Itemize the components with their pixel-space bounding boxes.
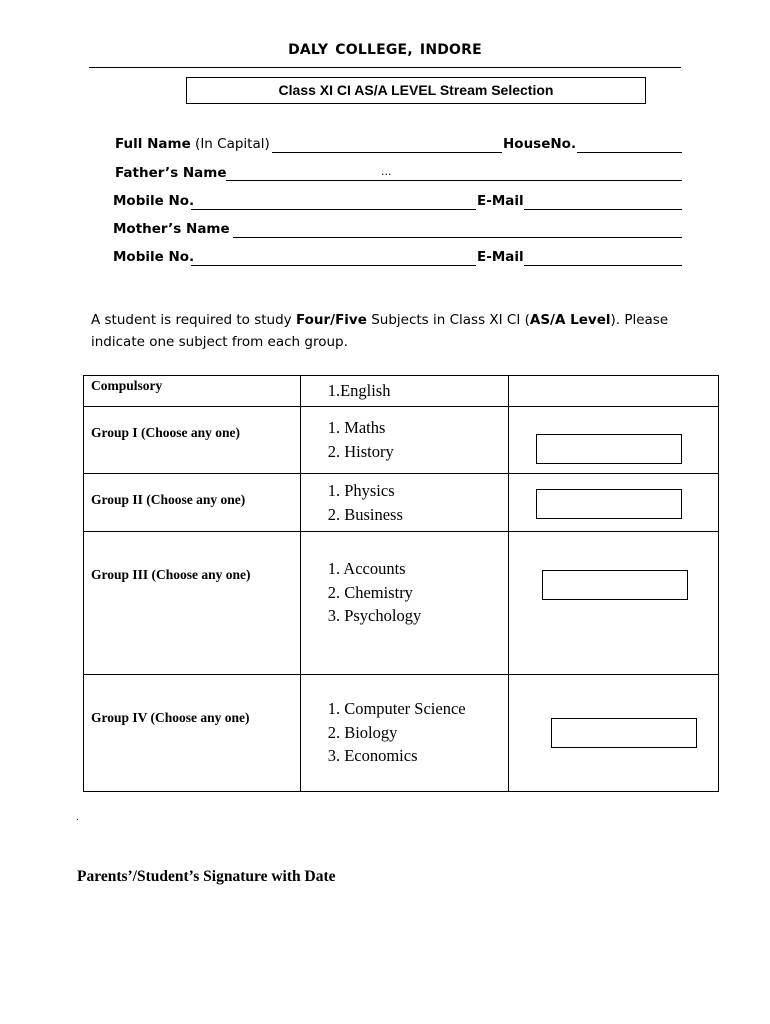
subject-list-group-iv <box>300 675 509 792</box>
fathers-name-line[interactable] <box>226 180 682 181</box>
group-iv-choice-box[interactable] <box>551 718 697 748</box>
subject-item: 1.English <box>327 381 391 400</box>
stray-dot: . <box>76 812 79 823</box>
group-iii-choice-box[interactable] <box>542 570 688 600</box>
house-no-label: HouseNo. <box>503 136 577 152</box>
email-label-2-wrap <box>477 249 524 265</box>
email-line-2[interactable] <box>524 265 682 266</box>
fathers-name-label-wrap <box>115 165 226 181</box>
intro-bold-count: Four/Five <box>295 312 367 328</box>
intro-text-3: ). Please indicate one subject from each group. <box>91 312 669 350</box>
group-name-group-iv: Group IV (Choose any one) <box>84 675 301 792</box>
mobile-label-2: Mobile No. <box>113 249 195 265</box>
form-title: Class XI CI AS/A LEVEL Stream Selection <box>186 77 646 104</box>
college-name: DALY COLLEGE, INDORE <box>288 42 482 58</box>
subject-item: 2. Chemistry <box>327 582 413 602</box>
email-label-1-wrap <box>477 193 524 209</box>
subject-list-group-ii <box>300 474 509 532</box>
house-no-line[interactable] <box>577 152 682 153</box>
subject-item: 1. Computer Science <box>327 699 466 718</box>
email-label-1: E-Mail <box>477 193 524 209</box>
subject-item: 1. Maths <box>327 418 386 437</box>
table-row <box>84 376 719 407</box>
group-name-group-ii: Group II (Choose any one) <box>84 474 301 532</box>
mothers-name-line[interactable] <box>233 237 682 238</box>
intro-text-2: Subjects in Class XI CI ( <box>366 312 530 328</box>
full-name-line[interactable] <box>272 152 502 153</box>
full-name-hint: (In Capital) <box>195 136 270 152</box>
mothers-name-label: Mother’s Name <box>113 221 230 237</box>
group-ii-choice-box[interactable] <box>536 489 682 519</box>
mothers-name-label-wrap <box>113 221 230 237</box>
mobile-label-1-wrap <box>113 193 194 209</box>
group-name-compulsory: Compulsory <box>84 376 301 407</box>
subject-list-compulsory <box>300 376 509 407</box>
subject-item: 2. Business <box>327 504 403 524</box>
group-name-group-iii: Group III (Choose any one) <box>84 532 301 675</box>
mobile-line-2[interactable] <box>191 265 476 266</box>
mobile-line-1[interactable] <box>191 209 476 210</box>
group-name-group-i: Group I (Choose any one) <box>84 407 301 474</box>
choice-cell-compulsory <box>509 376 719 407</box>
subject-item: 1. Accounts <box>327 559 406 578</box>
choice-cell-group-iii <box>509 532 719 675</box>
mobile-label-2-wrap <box>113 249 194 265</box>
table-row <box>84 532 719 675</box>
email-label-2: E-Mail <box>477 249 524 265</box>
intro-text-1: A student is required to study <box>91 312 296 328</box>
mobile-label-1: Mobile No. <box>113 193 195 209</box>
subject-item: 3. Psychology <box>327 606 422 625</box>
subject-list-group-iii <box>300 532 509 675</box>
signature-label: Parents’/Student’s Signature with Date <box>77 868 336 885</box>
full-name-label-group <box>115 136 270 152</box>
subject-item: 3. Economics <box>327 746 418 765</box>
full-name-label: Full Name <box>115 136 191 152</box>
subject-item: 2. History <box>327 441 394 461</box>
house-no-label-wrap <box>503 136 576 152</box>
header-rule <box>89 67 681 68</box>
subject-item: 2. Biology <box>327 722 398 742</box>
fathers-name-label: Father’s Name <box>115 165 227 181</box>
intro-bold-level: AS/A Level <box>529 312 611 328</box>
intro-paragraph <box>91 309 701 353</box>
subject-item: 1. Physics <box>327 481 395 500</box>
group-i-choice-box[interactable] <box>536 434 682 464</box>
fathers-name-dots: ... <box>381 165 392 178</box>
subject-list-group-i <box>300 407 509 474</box>
email-line-1[interactable] <box>524 209 682 210</box>
